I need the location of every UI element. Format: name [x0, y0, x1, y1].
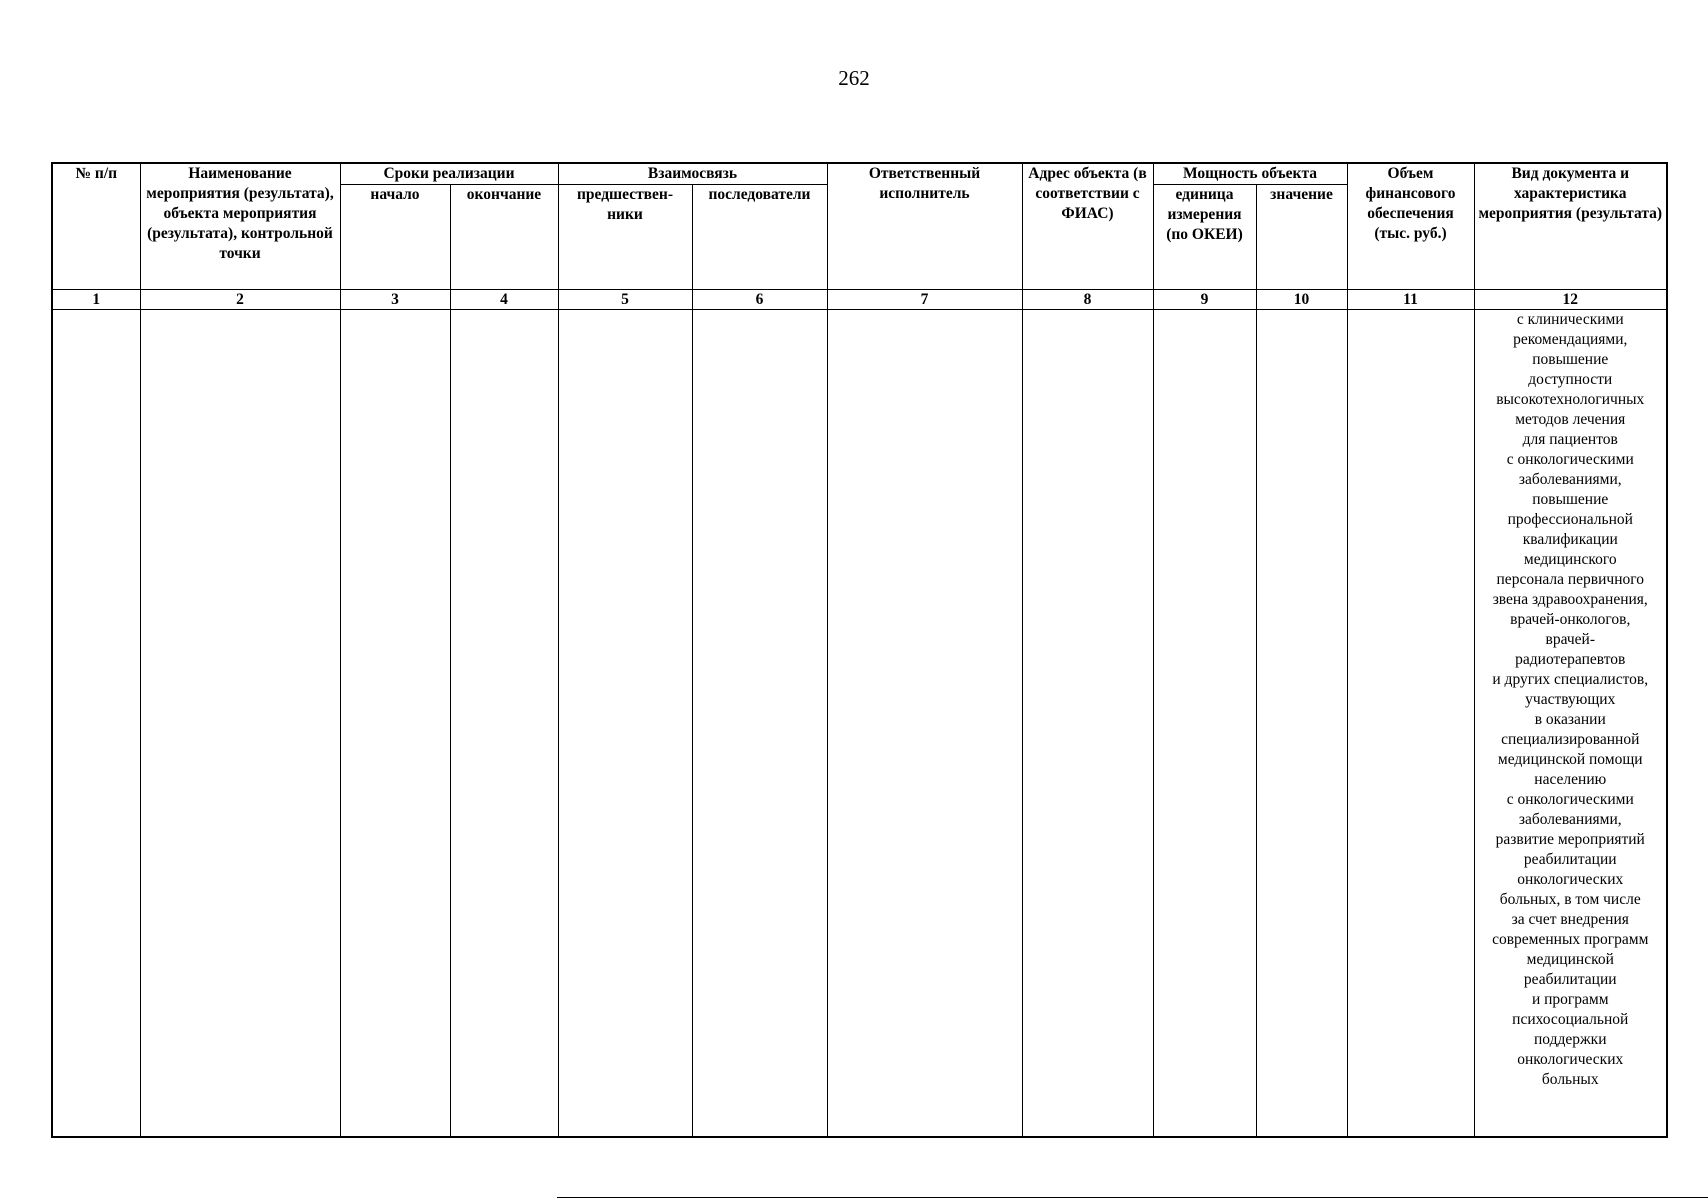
column-number: 12 — [1474, 290, 1667, 310]
header-link: Взаимосвязь — [558, 163, 827, 185]
cell-finance — [1347, 310, 1474, 1138]
header-value: значение — [1256, 185, 1347, 290]
column-number: 5 — [558, 290, 692, 310]
cell-name — [140, 310, 340, 1138]
header-address: Адрес объекта (в соответствии с ФИАС) — [1022, 163, 1153, 290]
cell-num — [52, 310, 140, 1138]
column-number-row — [52, 290, 1667, 310]
cell-start — [340, 310, 450, 1138]
cell-end — [450, 310, 558, 1138]
table-row — [52, 310, 1667, 1138]
column-number: 4 — [450, 290, 558, 310]
header-unit: единица измерения (по ОКЕИ) — [1153, 185, 1256, 290]
header-terms: Сроки реализации — [340, 163, 558, 185]
column-number: 3 — [340, 290, 450, 310]
column-number: 8 — [1022, 290, 1153, 310]
header-finance: Объем финансового обеспечения (тыс. руб.) — [1347, 163, 1474, 290]
page-number: 262 — [838, 66, 870, 90]
header-start: начало — [340, 185, 450, 290]
header-name: Наименование мероприятия (результата), объекта мероприятия (результата), контрольной точки — [140, 163, 340, 290]
column-number: 10 — [1256, 290, 1347, 310]
cell-address — [1022, 310, 1153, 1138]
column-number: 11 — [1347, 290, 1474, 310]
footer-divider — [557, 1197, 1708, 1198]
header-predecessors: предшествен-ники — [558, 185, 692, 290]
column-number: 7 — [827, 290, 1022, 310]
column-number: 1 — [52, 290, 140, 310]
cell-doc-description: с клиническими рекомендациями, повышение доступности высокотехнологичных методов лечения для пациентов с онкологическими заболеваниями, повышение профессиональной квалификации медицинского персонала первичного звена здравоохранения, врачей-онкологов, врачей- радиотерапевтов и других специалистов, участвующих в оказании специализированной медицинской помощи населению с онкологическими заболеваниями, развитие мероприятий реабилитации онкологических больных, в том числе за счет внедрения современных программ медицинской реабилитации и программ психосоциальной поддержки онкологических больных — [1474, 310, 1667, 1138]
header-end: окончание — [450, 185, 558, 290]
header-capacity: Мощность объекта — [1153, 163, 1347, 185]
cell-value — [1256, 310, 1347, 1138]
header-successors: последователи — [692, 185, 827, 290]
header-doc-type: Вид документа и характеристика мероприятия (результата) — [1474, 163, 1667, 290]
column-number: 6 — [692, 290, 827, 310]
header-row-groups — [52, 163, 1667, 185]
cell-executor — [827, 310, 1022, 1138]
cell-successors — [692, 310, 827, 1138]
cell-predecessors — [558, 310, 692, 1138]
header-num: № п/п — [52, 163, 140, 290]
column-number: 9 — [1153, 290, 1256, 310]
header-executor: Ответственный исполнитель — [827, 163, 1022, 290]
activity-plan-table — [51, 162, 1668, 1138]
cell-unit — [1153, 310, 1256, 1138]
column-number: 2 — [140, 290, 340, 310]
